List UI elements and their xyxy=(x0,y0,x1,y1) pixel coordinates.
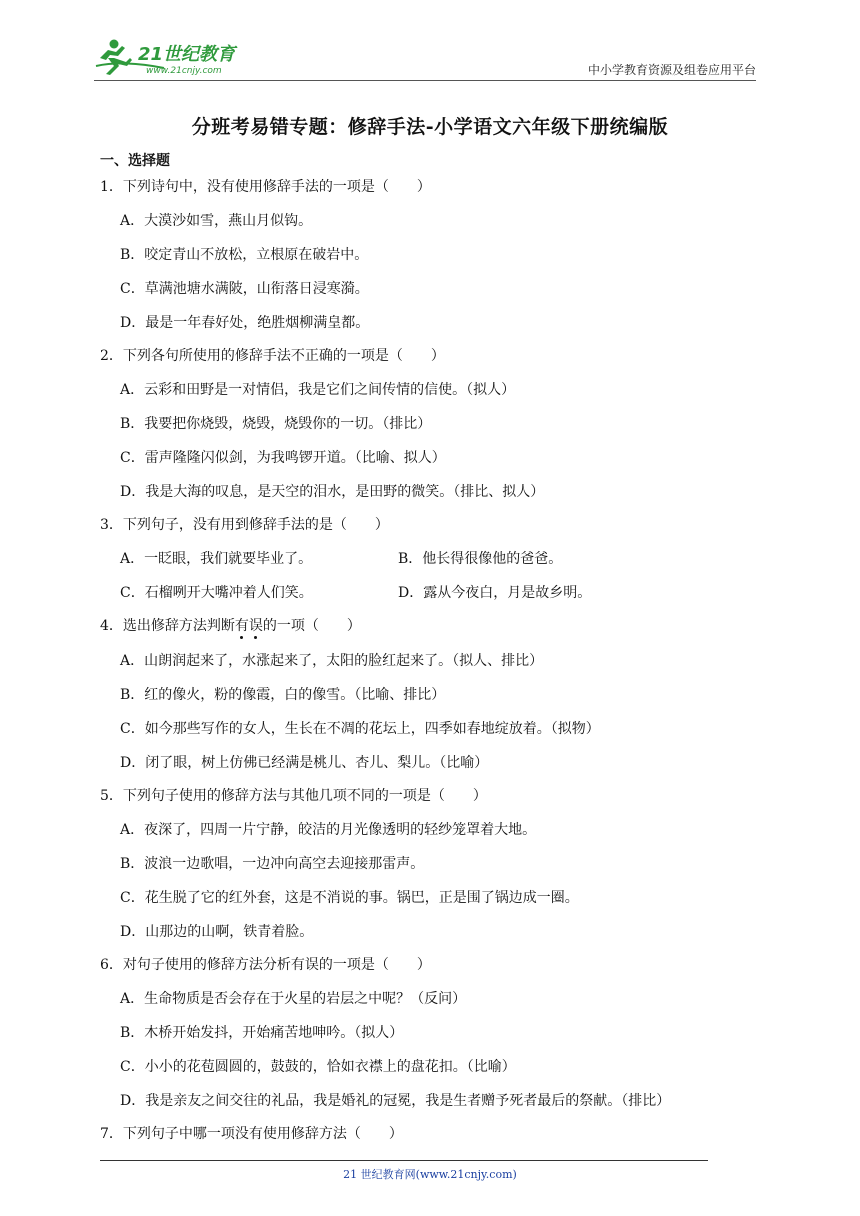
page-title: 分班考易错专题：修辞手法-小学语文六年级下册统编版 xyxy=(191,116,669,138)
question-1-option-d[interactable]: D．最是一年春好处，绝胜烟柳满皇都。 xyxy=(120,315,370,331)
footer-link[interactable]: 21 世纪教育网(www.21cnjy.com) xyxy=(343,1168,517,1181)
question-4-emphasis-you: 有 xyxy=(234,618,249,634)
question-3-option-b[interactable]: B．他长得很像他的爸爸。 xyxy=(398,551,563,567)
question-4-option-d[interactable]: D．闭了眼，树上仿佛已经满是桃儿、杏儿、梨儿。（比喻） xyxy=(120,755,489,771)
question-5-option-b[interactable]: B．波浪一边歌唱，一边冲向高空去迎接那雷声。 xyxy=(120,856,425,872)
question-3-stem: 3．下列句子，没有用到修辞手法的是（ ） xyxy=(100,517,389,533)
question-3-option-a[interactable]: A．一眨眼，我们就要毕业了。 xyxy=(120,551,313,567)
site-logo xyxy=(94,36,264,78)
question-2-option-b[interactable]: B．我要把你烧毁，烧毁，烧毁你的一切。（排比） xyxy=(120,416,432,432)
question-4-stem xyxy=(100,615,361,635)
question-6-option-a[interactable]: A．生命物质是否会存在于火星的岩层之中呢？（反问） xyxy=(120,991,467,1007)
question-3-option-c[interactable]: C．石榴咧开大嘴冲着人们笑。 xyxy=(120,585,313,601)
section-heading: 一、选择题 xyxy=(100,153,170,169)
question-6-stem: 6．对句子使用的修辞方法分析有误的一项是（ ） xyxy=(100,957,431,973)
question-4-option-b[interactable]: B．红的像火，粉的像霞，白的像雪。（比喻、排比） xyxy=(120,687,446,703)
question-1-stem: 1．下列诗句中，没有使用修辞手法的一项是（ ） xyxy=(100,179,431,195)
header-platform-text: 中小学教育资源及组卷应用平台 xyxy=(587,63,756,77)
question-1-option-c[interactable]: C．草满池塘水满陂，山衔落日浸寒漪。 xyxy=(120,281,369,297)
question-4-option-c[interactable]: C．如今那些写作的女人，生长在不凋的花坛上，四季如春地绽放着。（拟物） xyxy=(120,721,600,737)
question-1-option-a[interactable]: A．大漠沙如雪，燕山月似钩。 xyxy=(120,213,313,229)
header-divider xyxy=(94,80,756,81)
question-2-option-a[interactable]: A．云彩和田野是一对情侣，我是它们之间传情的信使。（拟人） xyxy=(120,382,516,398)
logo-url: www.21cnjy.com xyxy=(146,66,222,76)
question-5-stem: 5．下列句子使用的修辞方法与其他几项不同的一项是（ ） xyxy=(100,788,487,804)
question-2-option-c[interactable]: C．雷声隆隆闪似剑，为我鸣锣开道。（比喻、拟人） xyxy=(120,450,446,466)
question-4-stem-part2: 的一项（ ） xyxy=(262,618,361,634)
question-4-emphasis-wu: 误 xyxy=(248,618,263,634)
question-6-option-b[interactable]: B．木桥开始发抖，开始痛苦地呻吟。（拟人） xyxy=(120,1025,404,1041)
question-5-option-c[interactable]: C．花生脱了它的红外套，这是不消说的事。锅巴，正是围了锅边成一圈。 xyxy=(120,890,579,906)
question-1-option-b[interactable]: B．咬定青山不放松，立根原在破岩中。 xyxy=(120,247,369,263)
footer-divider xyxy=(100,1160,708,1161)
question-5-option-d[interactable]: D．山那边的山啊，铁青着脸。 xyxy=(120,924,314,940)
question-2-option-d[interactable]: D．我是大海的叹息，是天空的泪水，是田野的微笑。（排比、拟人） xyxy=(120,484,545,500)
question-2-stem: 2．下列各句所使用的修辞手法不正确的一项是（ ） xyxy=(100,348,445,364)
question-6-option-d[interactable]: D．我是亲友之间交往的礼品，我是婚礼的冠冕，我是生者赠予死者最后的祭献。（排比） xyxy=(120,1093,671,1109)
question-4-option-a[interactable]: A．山朗润起来了，水涨起来了，太阳的脸红起来了。（拟人、排比） xyxy=(120,653,544,669)
logo-text: 21世纪教育 xyxy=(138,44,236,65)
question-5-option-a[interactable]: A．夜深了，四周一片宁静，皎洁的月光像透明的轻纱笼罩着大地。 xyxy=(120,822,537,838)
question-6-option-c[interactable]: C．小小的花苞圆圆的，鼓鼓的，恰如衣襟上的盘花扣。（比喻） xyxy=(120,1059,516,1075)
question-3-option-d[interactable]: D．露从今夜白，月是故乡明。 xyxy=(398,585,592,601)
question-4-stem-part1: 4．选出修辞方法判断 xyxy=(100,618,235,634)
question-7-stem: 7．下列句子中哪一项没有使用修辞方法（ ） xyxy=(100,1126,403,1142)
